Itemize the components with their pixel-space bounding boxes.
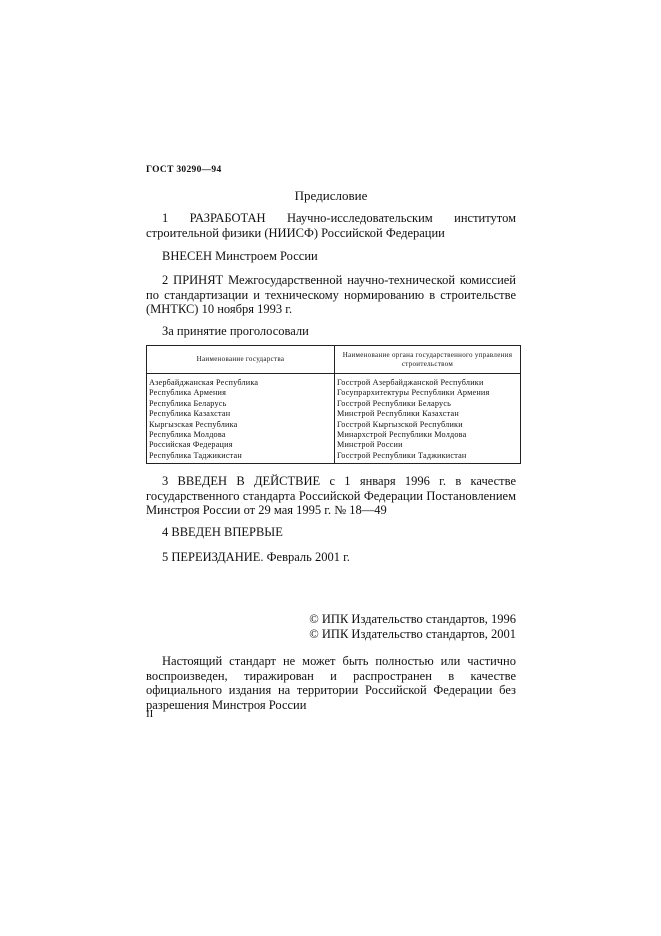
authority-cell: Минстрой Республики Казахстан [335,409,521,419]
table-row [147,451,521,464]
copyright-block [309,612,516,642]
copyright-line: © ИПК Издательство стандартов, 2001 [309,627,516,641]
table-row [147,430,521,440]
table-header-row [147,346,521,374]
document-code: ГОСТ 30290—94 [146,165,222,175]
reproduction-notice: Настоящий стандарт не может быть полностью или частично воспроизведен, тиражирован и распространен в качестве официального издания на территории Российской Федерации без разрешения Минстроя России [146,654,516,712]
paragraph-reissue: 5 ПЕРЕИЗДАНИЕ. Февраль 2001 г. [162,550,350,564]
table-row [147,374,521,389]
column-header-state: Наименование государства [147,346,335,374]
voting-table [146,345,516,464]
copyright-line: © ИПК Издательство стандартов, 1996 [309,612,516,626]
state-cell: Республика Молдова [147,430,335,440]
table-row [147,399,521,409]
state-cell: Кыргызская Республика [147,420,335,430]
state-cell: Республика Казахстан [147,409,335,419]
state-cell: Республика Армения [147,388,335,398]
authority-cell: Госупрархитектуры Республики Армения [335,388,521,398]
paragraph-introduced-by: ВНЕСЕН Минстроем России [162,249,318,263]
authority-cell: Госстрой Кыргызской Республики [335,420,521,430]
paragraph-effective: 3 ВВЕДЕН В ДЕЙСТВИЕ с 1 января 1996 г. в качестве государственного стандарта Российской Федерации Постановлением Минстроя России от 29 мая 1995 г. № 18—49 [146,474,516,517]
paragraph-developed: 1 РАЗРАБОТАН Научно-исследовательским институтом строительной физики (НИИСФ) Российской Федерации [146,211,516,240]
paragraph-first-time: 4 ВВЕДЕН ВПЕРВЫЕ [162,525,283,539]
state-cell: Республика Беларусь [147,399,335,409]
table-row [147,440,521,450]
state-cell: Республика Таджикистан [147,451,335,464]
column-header-authority: Наименование органа государственного управления строительством [335,346,521,374]
table-row [147,420,521,430]
authority-cell: Госстрой Республики Таджикистан [335,451,521,464]
authority-cell: Госстрой Азербайджанской Республики [335,374,521,389]
preface-title: Предисловие [294,188,368,203]
paragraph-adopted: 2 ПРИНЯТ Межгосударственной научно-технической комиссией по стандартизации и техническому нормированию в строительстве (МНТКС) 10 ноября 1993 г. [146,273,516,316]
authority-cell: Минархстрой Республики Молдова [335,430,521,440]
state-cell: Российская Федерация [147,440,335,450]
paragraph-voted: За принятие проголосовали [162,324,309,338]
authority-cell: Минстрой России [335,440,521,450]
page-number: II [146,708,154,720]
state-cell: Азербайджанская Республика [147,374,335,389]
table-row [147,388,521,398]
table-row [147,409,521,419]
authority-cell: Госстрой Республики Беларусь [335,399,521,409]
